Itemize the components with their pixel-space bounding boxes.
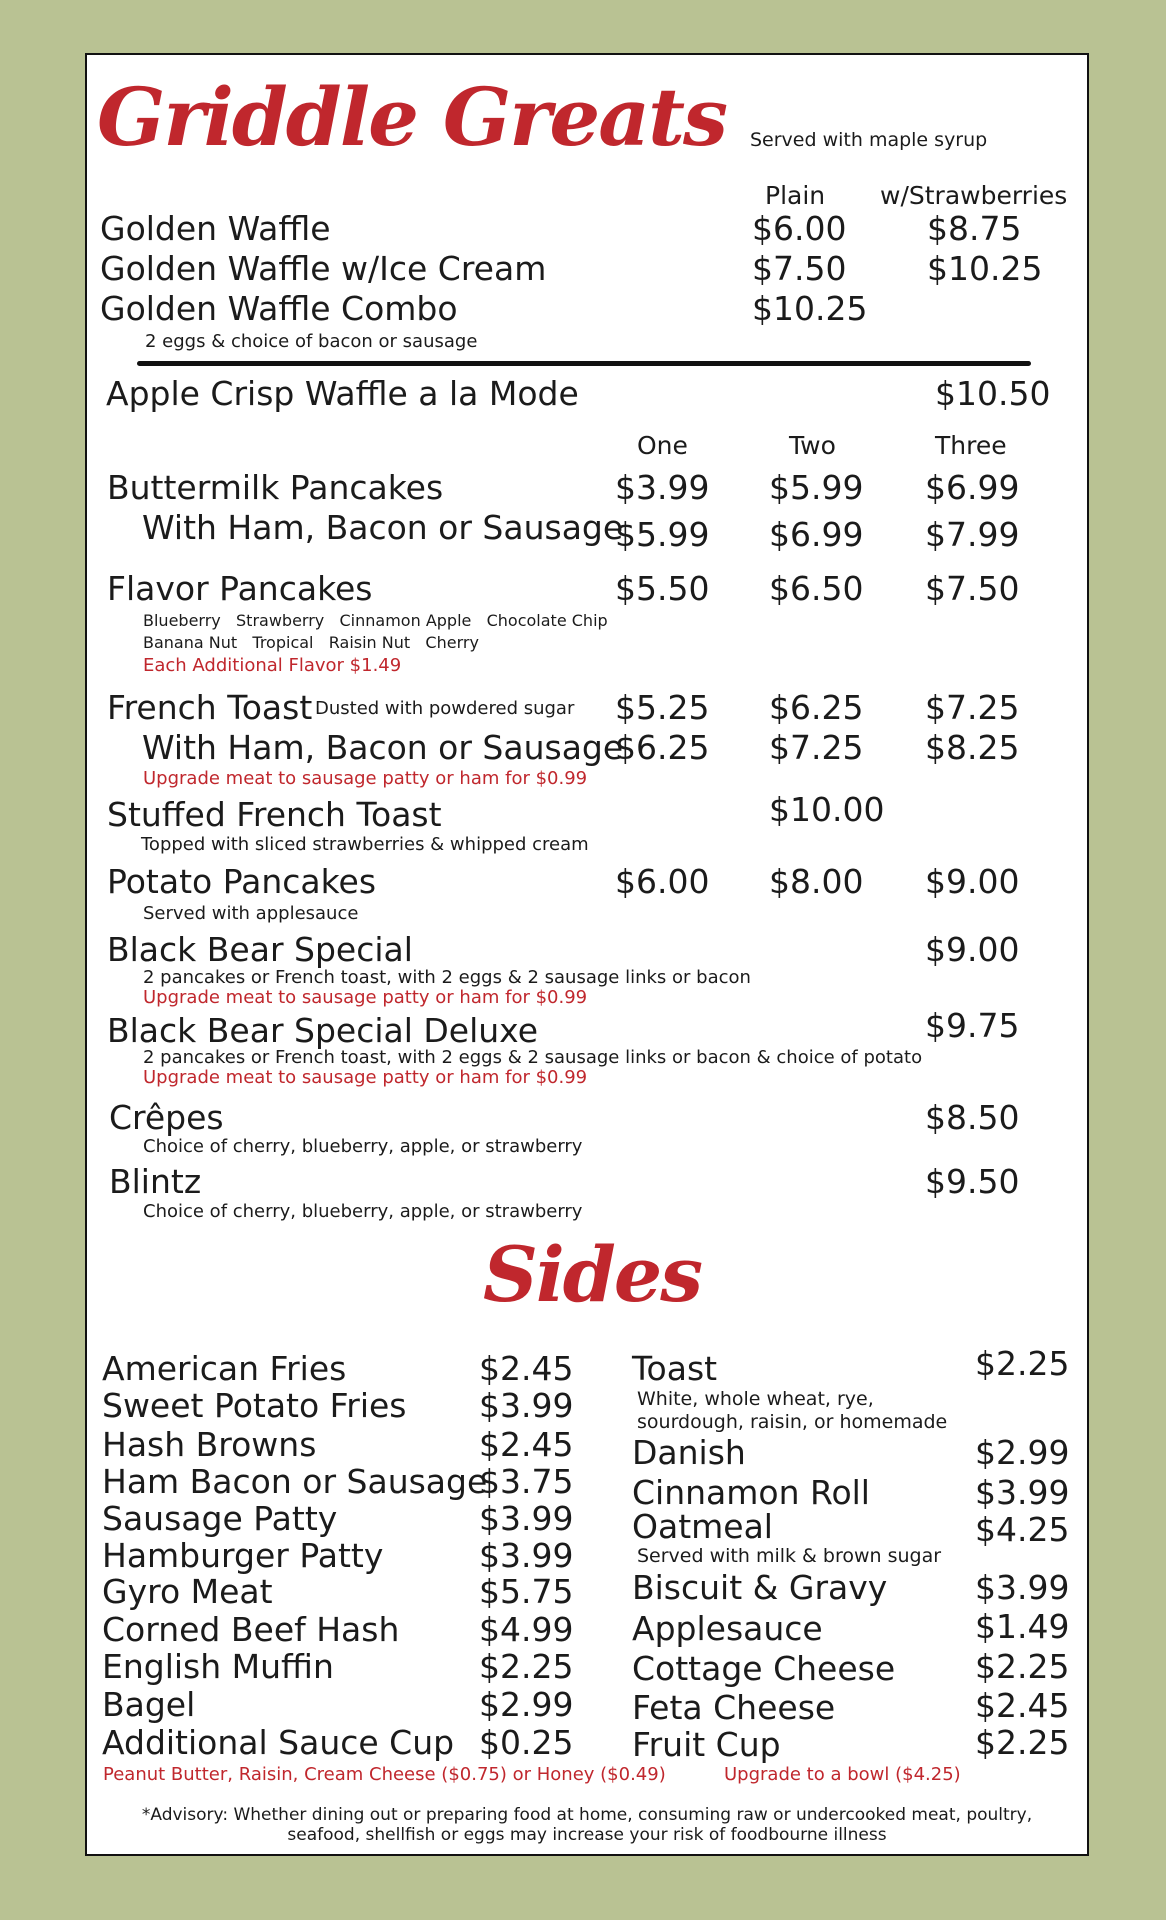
menu-item-name: With Ham, Bacon or Sausage	[142, 508, 624, 547]
menu-item-name: Black Bear Special	[107, 930, 413, 969]
advisory-line: *Advisory: Whether dining out or preparing food at home, consuming raw or undercooked meat, poultry,	[141, 1805, 1033, 1825]
side-item-price: $4.25	[975, 1510, 1070, 1549]
menu-item-name: Stuffed French Toast	[107, 795, 442, 834]
side-item-price: $2.25	[975, 1723, 1070, 1762]
menu-item-price: $7.50	[752, 249, 847, 288]
col-three: Three	[935, 431, 1007, 460]
col-one: One	[637, 431, 688, 460]
menu-item-desc: Choice of cherry, blueberry, apple, or strawberry	[143, 1201, 583, 1222]
menu-item-price: $10.25	[752, 289, 868, 328]
menu-item-name: Apple Crisp Waffle a la Mode	[106, 374, 579, 413]
side-item-name: Bagel	[102, 1685, 196, 1724]
side-item-desc: Served with milk & brown sugar	[637, 1545, 942, 1567]
side-item-price: $2.45	[975, 1686, 1070, 1725]
menu-item-price: $5.50	[615, 569, 710, 608]
side-item-price: $3.99	[975, 1568, 1070, 1607]
side-item-price: $3.99	[479, 1536, 574, 1575]
divider	[137, 361, 1031, 366]
side-item-desc: sourdough, raisin, or homemade	[637, 1411, 948, 1433]
advisory-line: seafood, shellfish or eggs may increase your risk of foodbourne illness	[287, 1825, 887, 1845]
side-item-price: $2.25	[975, 1344, 1070, 1383]
menu-item-desc: Topped with sliced strawberries & whipped cream	[141, 834, 589, 855]
side-item-name: Gyro Meat	[102, 1572, 273, 1611]
menu-item-price: $8.00	[769, 862, 864, 901]
side-item-price: $3.99	[479, 1386, 574, 1425]
side-item-price: $0.25	[479, 1723, 574, 1762]
side-item-price: $4.99	[479, 1610, 574, 1649]
side-item-name: Hash Browns	[102, 1425, 317, 1464]
menu-item-desc: 2 eggs & choice of bacon or sausage	[145, 331, 478, 352]
side-item-desc: White, whole wheat, rye,	[637, 1388, 874, 1410]
menu-item-price: $8.25	[925, 728, 1020, 767]
side-item-price: $2.25	[975, 1647, 1070, 1686]
menu-item-price: $5.99	[769, 468, 864, 507]
menu-item-price: $5.25	[615, 688, 710, 727]
menu-item-price: $6.25	[769, 688, 864, 727]
sauce-note: Peanut Butter, Raisin, Cream Cheese ($0.75) or Honey ($0.49)	[103, 1764, 666, 1785]
menu-item-price: $5.99	[615, 515, 710, 554]
menu-item-price: $10.00	[769, 790, 885, 829]
side-item-price: $3.99	[479, 1499, 574, 1538]
menu-item-price: $6.25	[615, 728, 710, 767]
menu-item-name: Flavor Pancakes	[107, 569, 373, 608]
menu-item-name: Black Bear Special Deluxe	[107, 1011, 538, 1050]
menu-item-note: Dusted with powdered sugar	[315, 698, 575, 719]
menu-item-price: $6.00	[615, 862, 710, 901]
menu-item-price: $6.50	[769, 569, 864, 608]
side-item-name: Additional Sauce Cup	[102, 1723, 455, 1762]
syrup-note: Served with maple syrup	[750, 129, 988, 151]
side-item-name: English Muffin	[102, 1647, 334, 1686]
col-plain: Plain	[765, 181, 826, 210]
side-item-name: Cinnamon Roll	[632, 1473, 870, 1512]
side-item-name: Hamburger Patty	[102, 1536, 384, 1575]
menu-item-price: $8.50	[925, 1098, 1020, 1137]
side-item-name: Applesauce	[632, 1609, 823, 1648]
menu-page	[85, 53, 1089, 1856]
upgrade-note: Upgrade meat to sausage patty or ham for $0.99	[143, 987, 588, 1008]
side-item-price: $1.49	[975, 1607, 1070, 1646]
menu-item-name: French Toast	[107, 688, 313, 727]
menu-item-price: $6.00	[752, 209, 847, 248]
flavor-extra-note: Each Additional Flavor $1.49	[143, 655, 402, 676]
side-item-name: Oatmeal	[632, 1507, 773, 1546]
menu-item-desc: 2 pancakes or French toast, with 2 eggs & 2 sausage links or bacon	[143, 967, 751, 988]
side-item-name: Corned Beef Hash	[102, 1610, 400, 1649]
menu-item-price: $8.75	[927, 209, 1022, 248]
side-item-price: $3.99	[975, 1473, 1070, 1512]
side-item-name: Feta Cheese	[632, 1688, 836, 1727]
menu-item-name: Golden Waffle Combo	[100, 289, 458, 328]
menu-item-name: Blintz	[109, 1162, 202, 1201]
upgrade-note: Upgrade meat to sausage patty or ham for $0.99	[143, 768, 588, 789]
side-item-name: Fruit Cup	[632, 1725, 781, 1764]
side-item-name: Sausage Patty	[102, 1499, 338, 1538]
menu-item-name: Golden Waffle	[100, 209, 331, 248]
side-item-name: Cottage Cheese	[632, 1649, 896, 1688]
menu-item-price: $7.99	[925, 515, 1020, 554]
menu-item-name: Potato Pancakes	[107, 862, 377, 901]
menu-item-desc: Served with applesauce	[143, 903, 359, 924]
side-item-price: $5.75	[479, 1572, 574, 1611]
side-item-name: Danish	[632, 1433, 746, 1472]
side-item-name: Ham Bacon or Sausage	[102, 1462, 488, 1501]
menu-item-desc: 2 pancakes or French toast, with 2 eggs & 2 sausage links or bacon & choice of potato	[143, 1047, 923, 1068]
side-item-name: Sweet Potato Fries	[102, 1386, 407, 1425]
menu-item-price: $7.50	[925, 569, 1020, 608]
menu-item-price: $9.75	[925, 1006, 1020, 1045]
menu-item-price: $10.25	[927, 249, 1043, 288]
side-item-name: Biscuit & Gravy	[632, 1568, 888, 1607]
menu-item-price: $6.99	[769, 515, 864, 554]
menu-item-price: $9.00	[925, 862, 1020, 901]
col-two: Two	[789, 431, 836, 460]
side-item-price: $2.45	[479, 1349, 574, 1388]
menu-item-price: $7.25	[925, 688, 1020, 727]
flavor-list: Blueberry Strawberry Cinnamon Apple Chocolate Chip	[143, 611, 608, 630]
menu-item-name: Buttermilk Pancakes	[107, 468, 444, 507]
side-item-price: $2.25	[479, 1647, 574, 1686]
side-item-price: $2.99	[479, 1685, 574, 1724]
menu-item-price: $3.99	[615, 468, 710, 507]
menu-item-name: Golden Waffle w/Ice Cream	[100, 249, 547, 288]
col-strawberries: w/Strawberries	[880, 181, 1068, 210]
menu-item-name: With Ham, Bacon or Sausage	[142, 728, 624, 767]
side-item-price: $3.75	[479, 1462, 574, 1501]
bowl-upgrade-note: Upgrade to a bowl ($4.25)	[724, 1764, 961, 1785]
upgrade-note: Upgrade meat to sausage patty or ham for $0.99	[143, 1067, 588, 1088]
menu-item-price: $9.00	[925, 930, 1020, 969]
griddle-greats-title: Griddle Greats	[97, 70, 727, 164]
menu-item-price: $6.99	[925, 468, 1020, 507]
menu-item-desc: Choice of cherry, blueberry, apple, or strawberry	[143, 1136, 583, 1157]
menu-item-name: Crêpes	[109, 1098, 224, 1137]
flavor-list: Banana Nut Tropical Raisin Nut Cherry	[143, 633, 479, 652]
side-item-price: $2.99	[975, 1433, 1070, 1472]
menu-item-price: $10.50	[935, 374, 1051, 413]
menu-item-price: $9.50	[925, 1162, 1020, 1201]
side-item-name: American Fries	[102, 1349, 347, 1388]
side-item-price: $2.45	[479, 1425, 574, 1464]
sides-title: Sides	[483, 1230, 702, 1319]
menu-item-price: $7.25	[769, 728, 864, 767]
side-item-name: Toast	[632, 1349, 718, 1388]
